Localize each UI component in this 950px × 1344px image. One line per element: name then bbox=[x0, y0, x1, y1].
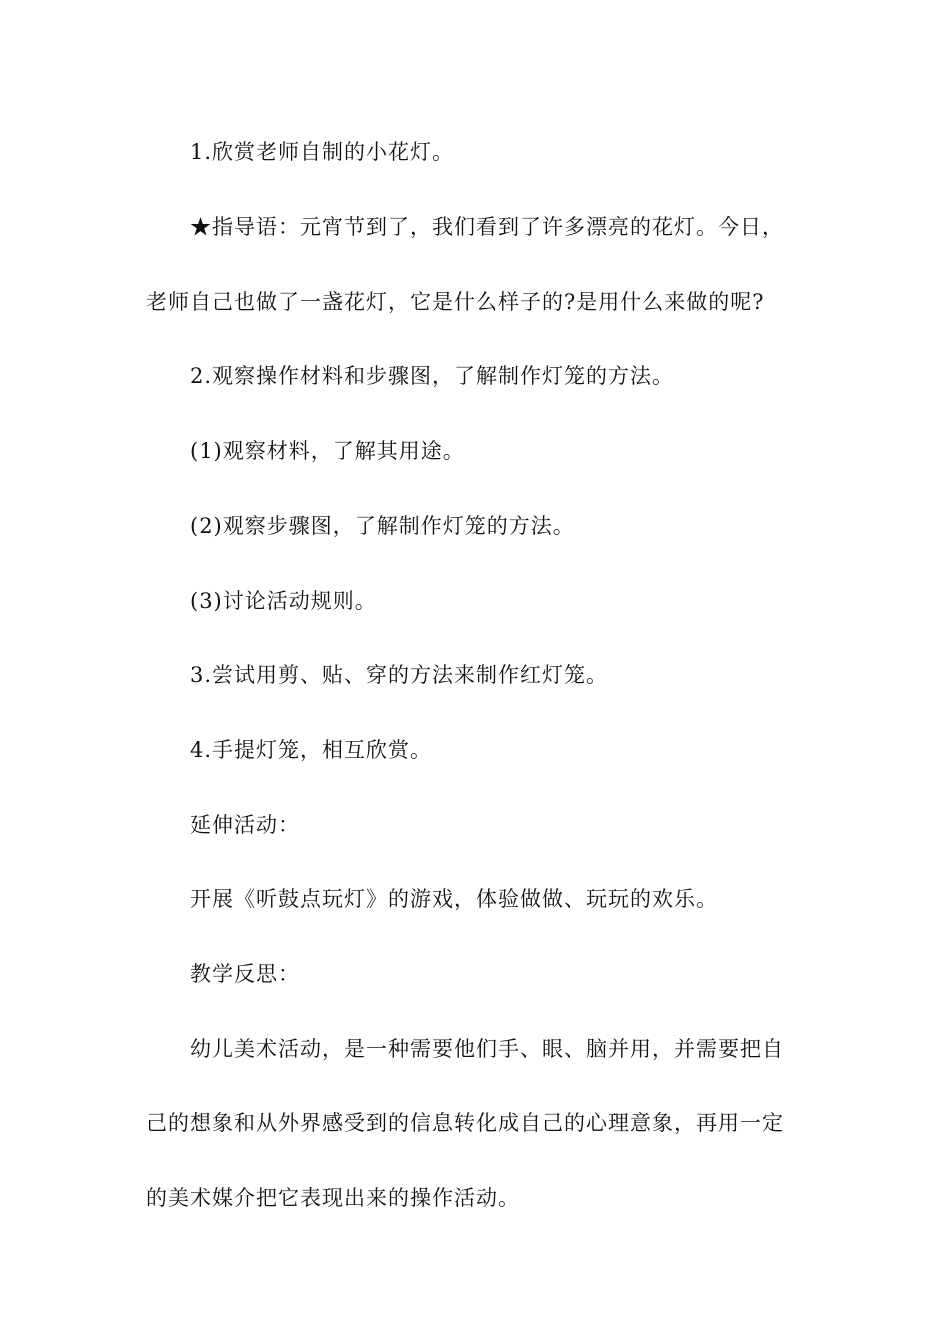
paragraph-line: 开展《听鼓点玩灯》的游戏，体验做做、玩玩的欢乐。 bbox=[190, 887, 718, 911]
paragraph-line: (2)观察步骤图，了解制作灯笼的方法。 bbox=[190, 514, 575, 538]
paragraph-line: 1.欣赏老师自制的小花灯。 bbox=[190, 140, 455, 164]
paragraph-line: (1)观察材料，了解其用途。 bbox=[190, 439, 465, 463]
paragraph-line: 2.观察操作材料和步骤图，了解制作灯笼的方法。 bbox=[190, 364, 675, 388]
paragraph-line: 幼儿美术活动，是一种需要他们手、眼、脑并用，并需要把自 bbox=[190, 1037, 784, 1061]
paragraph-line: 4.手提灯笼，相互欣赏。 bbox=[190, 738, 433, 762]
paragraph-line: 3.尝试用剪、贴、穿的方法来制作红灯笼。 bbox=[190, 663, 609, 687]
section-heading: 延伸活动： bbox=[190, 813, 300, 837]
paragraph-line: 老师自己也做了一盏花灯，它是什么样子的?是用什么来做的呢? bbox=[146, 290, 765, 314]
paragraph-line: 己的想象和从外界感受到的信息转化成自己的心理意象，再用一定 bbox=[146, 1111, 784, 1135]
paragraph-line: ★指导语：元宵节到了，我们看到了许多漂亮的花灯。今日， bbox=[190, 215, 784, 239]
paragraph-line: 的美术媒介把它表现出来的操作活动。 bbox=[146, 1186, 520, 1210]
section-heading: 教学反思： bbox=[190, 962, 300, 986]
paragraph-line: (3)讨论活动规则。 bbox=[190, 589, 377, 613]
